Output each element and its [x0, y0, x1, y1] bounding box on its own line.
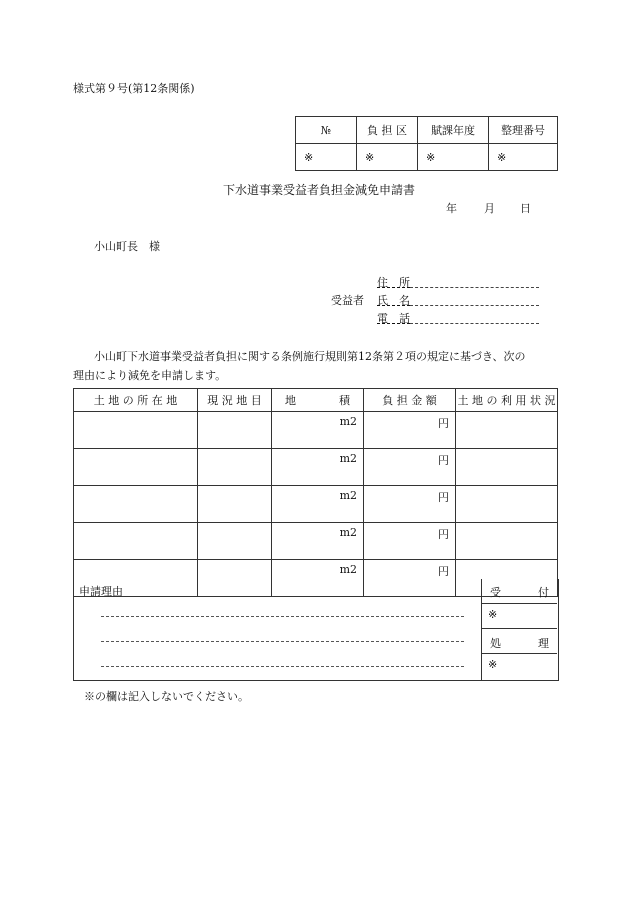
location-cell[interactable]	[74, 486, 198, 523]
usage-cell[interactable]	[456, 523, 558, 560]
name-field[interactable]	[410, 305, 539, 306]
land-header-current-category: 現 況 地 目	[198, 389, 272, 412]
land-header-amount: 負 担 金 額	[364, 389, 456, 412]
phone-label: 電 話	[377, 312, 410, 325]
date-year-label: 年	[446, 202, 457, 215]
category-cell[interactable]	[198, 523, 272, 560]
land-header-location: 土 地 の 所 在 地	[74, 389, 198, 412]
admin-header-no: №	[296, 117, 357, 144]
reason-line-1[interactable]	[101, 616, 464, 617]
amount-cell[interactable]: 円	[364, 486, 456, 523]
area-cell[interactable]: m2	[272, 523, 364, 560]
table-row	[74, 449, 558, 486]
receipt-label-b: 付	[538, 586, 549, 599]
receipt-header	[482, 579, 557, 604]
reason-line-2[interactable]	[101, 641, 464, 642]
amount-cell[interactable]: 円	[364, 523, 456, 560]
area-cell[interactable]: m2	[272, 449, 364, 486]
receipt-label-a: 受	[490, 586, 501, 599]
land-table	[73, 388, 558, 597]
applicant-label: 受益者	[331, 294, 364, 307]
date-day-label: 日	[520, 202, 531, 215]
land-header-area	[272, 389, 364, 412]
amount-cell[interactable]: 円	[364, 560, 456, 597]
location-cell[interactable]	[74, 412, 198, 449]
area-cell[interactable]: m2	[272, 486, 364, 523]
address-label: 住 所	[377, 276, 410, 289]
date-month-label: 月	[484, 202, 495, 215]
address-field[interactable]	[410, 287, 539, 288]
receipt-mark: ※	[488, 608, 498, 621]
category-cell[interactable]	[198, 486, 272, 523]
area-cell[interactable]: m2	[272, 412, 364, 449]
admin-table	[295, 116, 558, 171]
land-header-area-b: 積	[339, 394, 350, 407]
process-mark: ※	[488, 658, 498, 671]
category-cell[interactable]	[198, 412, 272, 449]
land-header-usage: 土 地 の 利 用 状 況	[456, 389, 558, 412]
table-row	[74, 486, 558, 523]
footer-note: ※の欄は記入しないでください。	[84, 690, 249, 703]
body-text-line2: 理由により減免を申請します。	[73, 369, 227, 382]
admin-cell-no[interactable]: ※	[296, 144, 357, 171]
category-cell[interactable]	[198, 449, 272, 486]
process-label-a: 処	[490, 637, 501, 650]
table-row	[74, 523, 558, 560]
form-number: 様式第９号(第12条関係)	[73, 82, 195, 95]
table-row	[74, 412, 558, 449]
usage-cell[interactable]	[456, 449, 558, 486]
name-label: 氏 名	[377, 294, 410, 307]
area-cell[interactable]: m2	[272, 560, 364, 597]
usage-cell[interactable]	[456, 412, 558, 449]
land-header-area-a: 地	[285, 394, 296, 407]
admin-header-levy-year: 賦課年度	[418, 117, 489, 144]
admin-cell-levy-year[interactable]: ※	[418, 144, 489, 171]
addressee: 小山町長 様	[94, 240, 160, 253]
phone-field[interactable]	[410, 323, 539, 324]
process-label-b: 理	[538, 637, 549, 650]
admin-cell-reference-number[interactable]: ※	[489, 144, 558, 171]
process-cell[interactable]	[482, 654, 557, 679]
reason-line-3[interactable]	[101, 666, 464, 667]
admin-header-burden-district: 負 担 区	[357, 117, 418, 144]
location-cell[interactable]	[74, 523, 198, 560]
process-header	[482, 629, 557, 654]
body-text-line1: 小山町下水道事業受益者負担に関する条例施行規則第12条第２項の規定に基づき、次の	[94, 350, 526, 363]
amount-cell[interactable]: 円	[364, 412, 456, 449]
form-title: 下水道事業受益者負担金減免申請書	[223, 183, 416, 197]
receipt-cell[interactable]	[482, 604, 557, 629]
reason-label: 申請理由	[79, 585, 123, 598]
usage-cell[interactable]	[456, 486, 558, 523]
amount-cell[interactable]: 円	[364, 449, 456, 486]
admin-header-reference-number: 整理番号	[489, 117, 558, 144]
location-cell[interactable]	[74, 449, 198, 486]
admin-cell-burden-district[interactable]: ※	[357, 144, 418, 171]
